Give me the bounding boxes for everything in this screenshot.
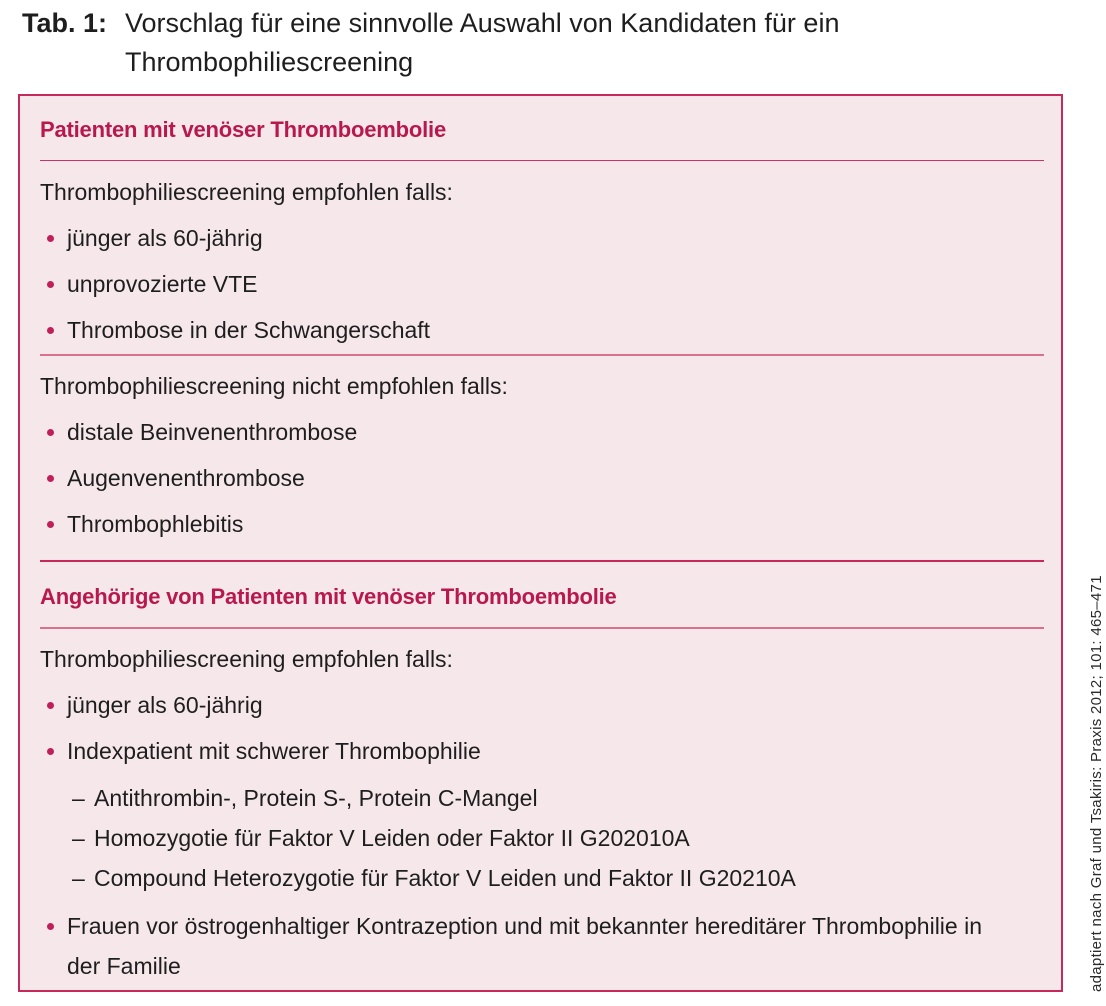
bullet-icon xyxy=(47,748,54,755)
dash-icon: – xyxy=(72,785,85,811)
list-item-text: Thrombophlebitis xyxy=(67,511,244,537)
group-lead: Thrombophiliescreening empfohlen falls: xyxy=(40,646,453,672)
list-item xyxy=(40,507,997,541)
bullet-icon xyxy=(47,475,54,482)
list-item-text: Augenvenenthrombose xyxy=(67,465,305,491)
list-item xyxy=(40,313,997,347)
section-divider xyxy=(40,560,1044,562)
list-item xyxy=(40,461,997,495)
bullet-icon xyxy=(47,281,54,288)
bullet-icon xyxy=(47,429,54,436)
sub-list-item-text: Homozygotie für Faktor V Leiden oder Faktor II G202010A xyxy=(94,825,690,851)
list-item-text: distale Beinvenenthrombose xyxy=(67,419,358,445)
bullet-icon xyxy=(47,327,54,334)
list-item-text: Thrombose in der Schwangerschaft xyxy=(67,317,431,343)
bullet-icon xyxy=(47,702,54,709)
list-item xyxy=(40,688,997,722)
list-item-text: jünger als 60-jährig xyxy=(67,225,263,251)
list-item-text: jünger als 60-jährig xyxy=(67,692,263,718)
sub-list-item xyxy=(72,824,690,852)
list-item xyxy=(40,267,997,301)
list-item-text: unprovozierte VTE xyxy=(67,271,258,297)
group-divider xyxy=(40,354,1044,356)
section-divider xyxy=(40,160,1044,161)
group-lead: Thrombophiliescreening empfohlen falls: xyxy=(40,179,453,205)
list-item xyxy=(40,221,997,255)
sub-list-item xyxy=(72,864,796,892)
bullet-icon xyxy=(47,923,54,930)
list-item xyxy=(40,906,997,986)
section-heading: Angehörige von Patienten mit venöser Thromboembolie xyxy=(40,584,617,609)
list-item-text: Indexpatient mit schwerer Thrombophilie xyxy=(67,738,481,764)
list-item xyxy=(40,415,997,449)
bullet-icon xyxy=(47,521,54,528)
dash-icon: – xyxy=(72,865,85,891)
sub-list-item-text: Antithrombin-, Protein S-, Protein C-Mangel xyxy=(94,785,538,811)
table-caption xyxy=(22,4,1022,82)
table-box xyxy=(18,94,1063,992)
table-number: Tab. 1: xyxy=(22,8,108,38)
list-item xyxy=(40,734,997,768)
sub-list-item-text: Compound Heterozygotie für Faktor V Leiden und Faktor II G20210A xyxy=(94,865,796,891)
sub-list-item xyxy=(72,784,538,812)
source-credit: adaptiert nach Graf und Tsakiris: Praxis 2012; 101: 465–471 xyxy=(1088,575,1105,992)
bullet-icon xyxy=(47,235,54,242)
section-heading: Patienten mit venöser Thromboembolie xyxy=(40,117,446,142)
table-title: Vorschlag für eine sinnvolle Auswahl von Kandidaten für ein Thrombophiliescreening xyxy=(125,8,840,77)
section-divider xyxy=(40,627,1044,629)
dash-icon: – xyxy=(72,825,85,851)
list-item-text: Frauen vor östrogenhaltiger Kontrazeption und mit bekannter hereditärer Thrombophilie in der Familie xyxy=(67,913,982,979)
group-lead: Thrombophiliescreening nicht empfohlen falls: xyxy=(40,373,508,399)
